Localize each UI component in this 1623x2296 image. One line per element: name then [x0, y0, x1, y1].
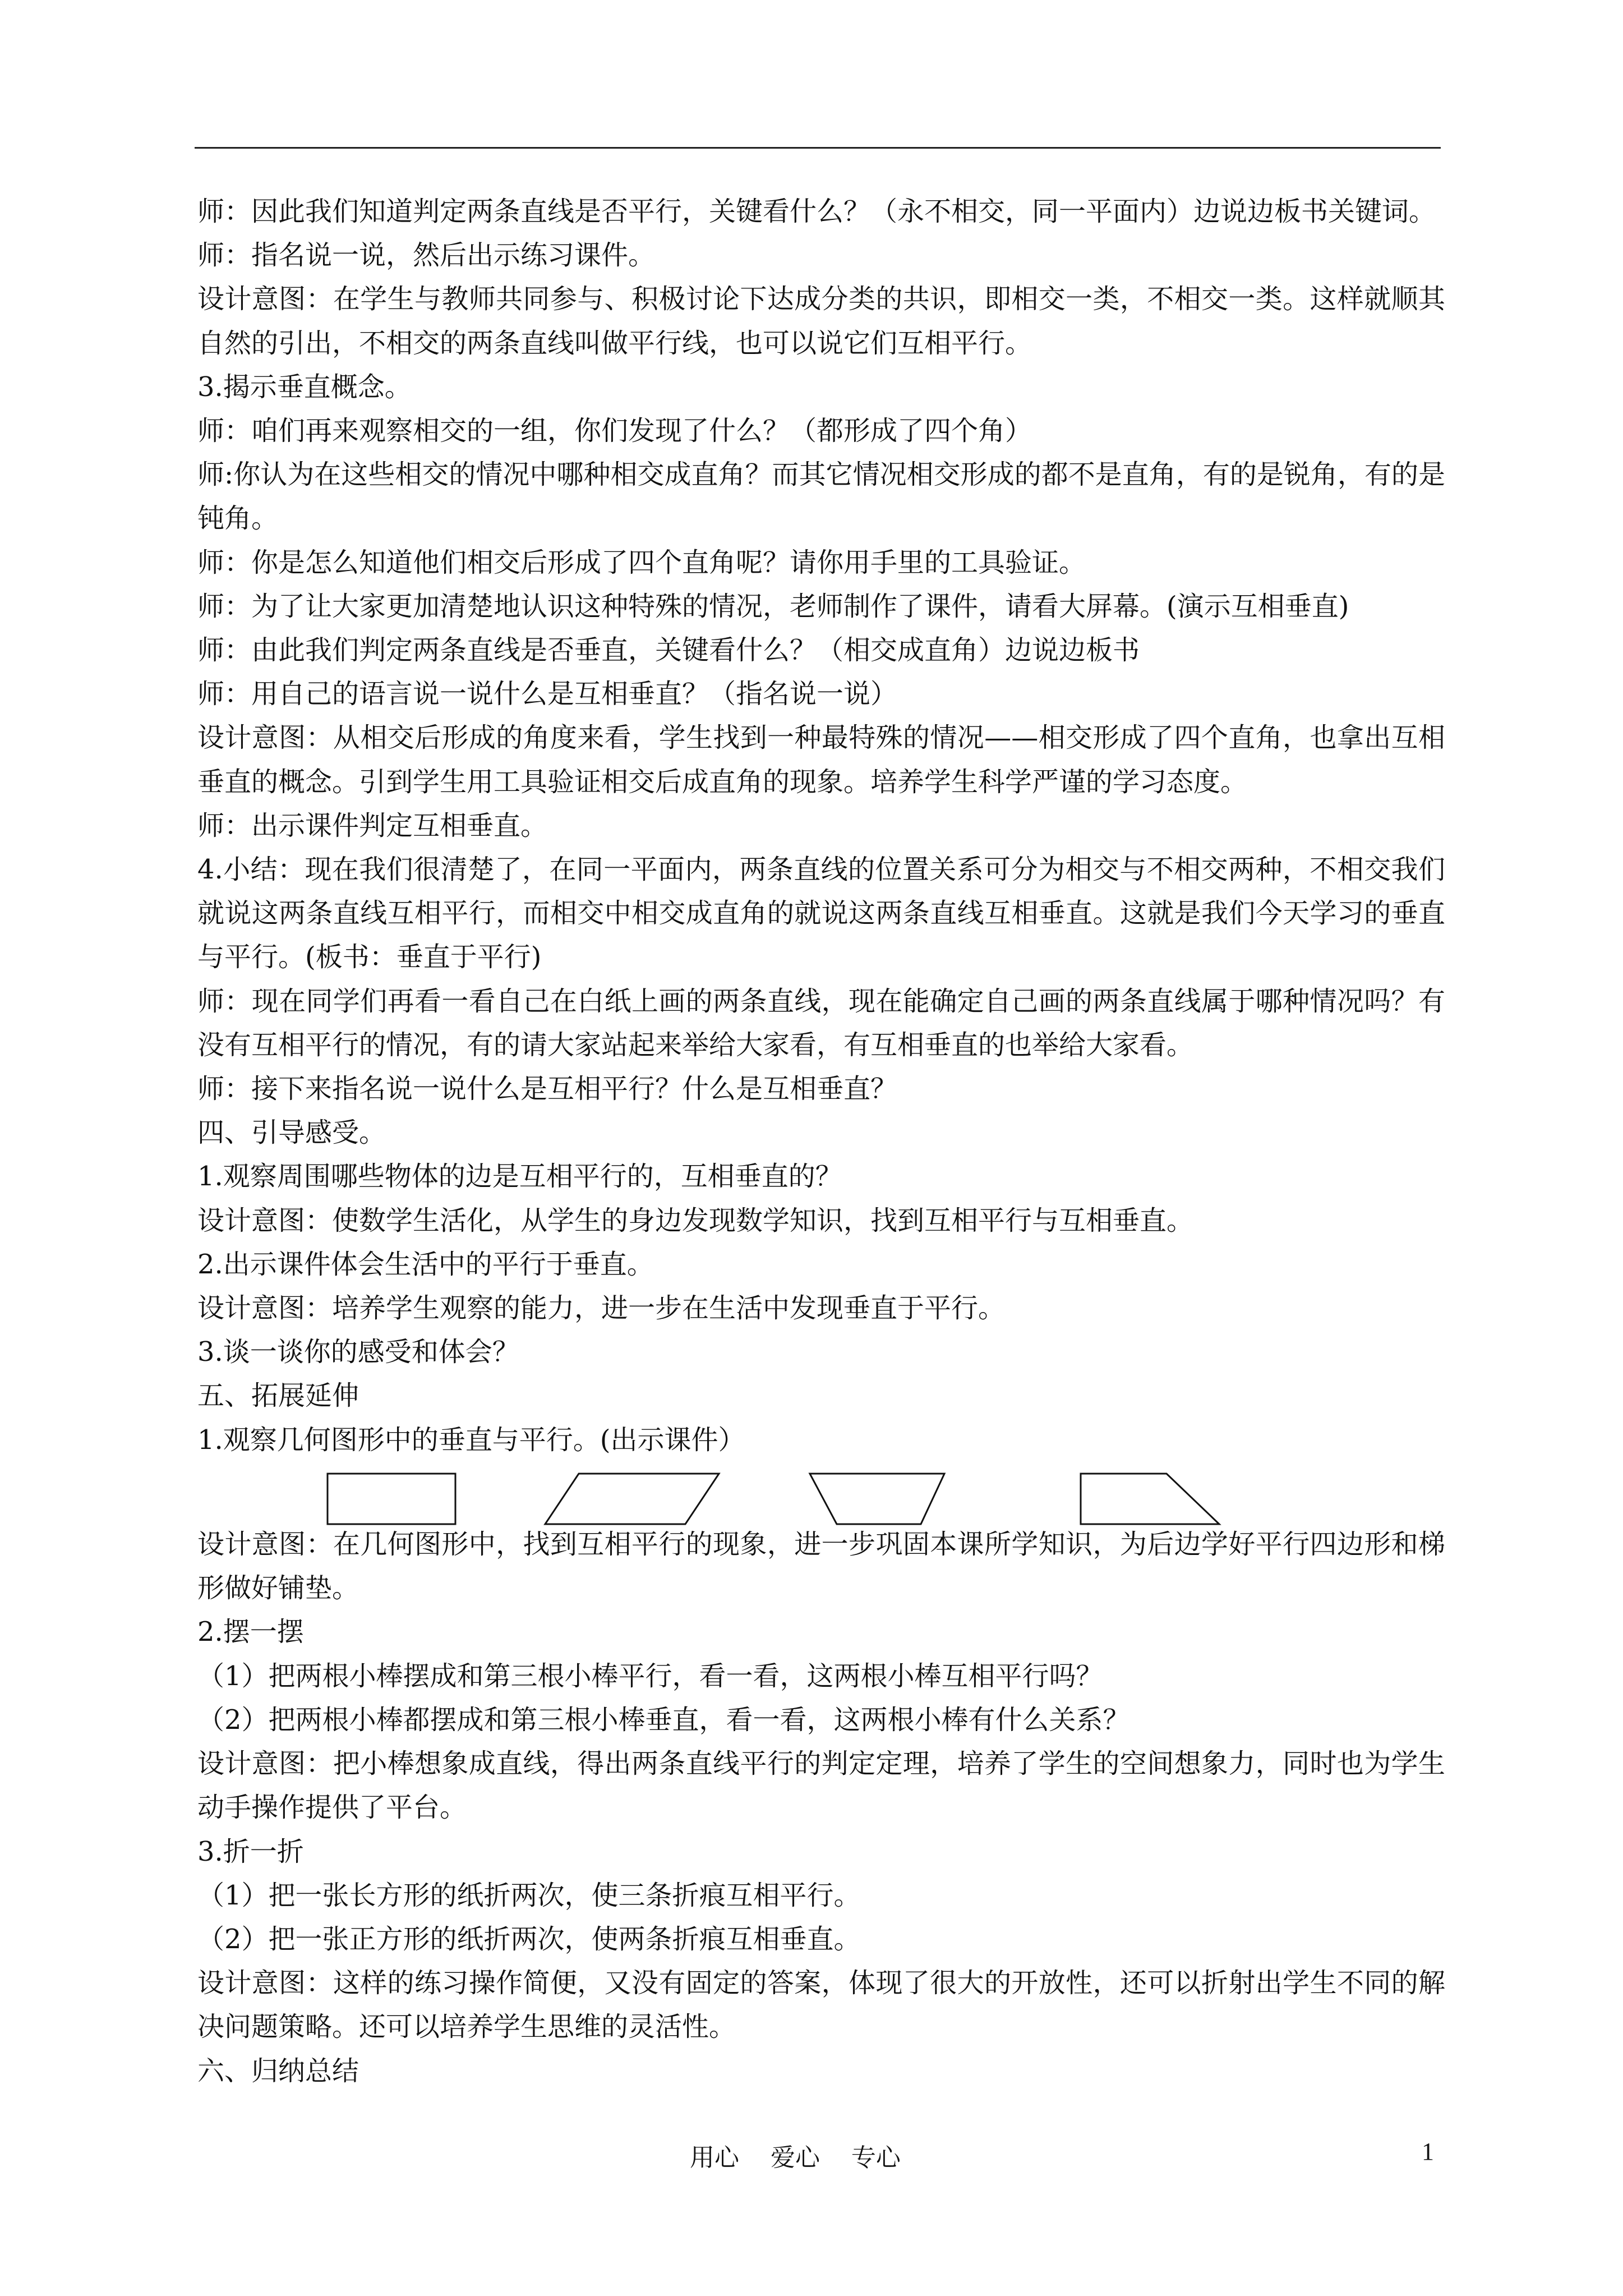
paragraph: 师：你是怎么知道他们相交后形成了四个直角呢？请你用手里的工具验证。: [197, 546, 1086, 578]
paragraph: 设计意图：在学生与教师共同参与、积极讨论下达成分类的共识，即相交一类，不相交一类。这样就顺其自然的引出，不相交的两条直线叫做平行线，也可以说它们互相平行。: [197, 283, 1445, 359]
paragraph: 师：用自己的语言说一说什么是互相垂直？（指名说一说）: [197, 678, 898, 710]
paragraph: 师：为了让大家更加清楚地认识这种特殊的情况，老师制作了课件，请看大屏幕。(演示互相垂直): [197, 590, 1349, 622]
paragraph: 设计意图：从相交后形成的角度来看，学生找到一种最特殊的情况——相交形成了四个直角，也拿出互相垂直的概念。引到学生用工具验证相交后成直角的现象。培养学生科学严谨的学习态度。: [197, 722, 1445, 798]
parallelogram-figure: [545, 1474, 719, 1524]
paragraph: 2.出示课件体会生活中的平行于垂直。: [197, 1248, 654, 1280]
geometry-figures-row: [197, 1462, 1445, 1506]
trapezoid-figure: [810, 1474, 944, 1524]
paragraph: 师：接下来指名说一说什么是互相平行？什么是互相垂直？: [197, 1073, 898, 1105]
paragraph: 师:你认为在这些相交的情况中哪种相交成直角？而其它情况相交形成的都不是直角，有的是锐角，有的是钝角。: [197, 459, 1445, 535]
page-number: 1: [1422, 2138, 1434, 2165]
paragraph: 1.观察周围哪些物体的边是互相平行的，互相垂直的？: [197, 1161, 842, 1193]
rectangle-figure: [328, 1474, 455, 1524]
paragraph: 设计意图：使数学生活化，从学生的身边发现数学知识，找到互相平行与互相垂直。: [197, 1204, 1194, 1236]
paragraph: 设计意图：把小棒想象成直线，得出两条直线平行的判定定理，培养了学生的空间想象力，同时也为学生动手操作提供了平台。: [197, 1748, 1445, 1824]
paragraph: 师：现在同学们再看一看自己在白纸上画的两条直线，现在能确定自己画的两条直线属于哪种情况吗？有没有互相平行的情况，有的请大家站起来举给大家看，有互相垂直的也举给大家看。: [197, 985, 1445, 1061]
geometry-figures: [197, 1472, 1445, 1534]
document-body: [197, 190, 1445, 2093]
header-rule: [195, 147, 1441, 149]
paragraph: （1）把两根小棒摆成和第三根小棒平行，看一看，这两根小棒互相平行吗？: [197, 1660, 1103, 1692]
paragraph: 师：指名说一说，然后出示练习课件。: [197, 240, 656, 272]
paragraph: 师：咱们再来观察相交的一组，你们发现了什么？（都形成了四个角）: [197, 415, 1032, 447]
paragraph: 3.揭示垂直概念。: [197, 371, 412, 403]
paragraph: （2）把一张正方形的纸折两次，使两条折痕互相垂直。: [197, 1923, 861, 1955]
paragraph: 师：因此我们知道判定两条直线是否平行，关键看什么？（永不相交，同一平面内）边说边板书关键词。: [197, 196, 1436, 227]
paragraph: 设计意图：培养学生观察的能力，进一步在生活中发现垂直于平行。: [197, 1292, 1006, 1324]
footer-motto: 用心 爱心 专心: [690, 2143, 901, 2172]
section-heading: 六、归纳总结: [197, 2055, 359, 2087]
paragraph: 3.折一折: [197, 1835, 304, 1867]
paragraph: 师：由此我们判定两条直线是否垂直，关键看什么？（相交成直角）边说边板书: [197, 634, 1140, 666]
paragraph: 4.小结：现在我们很清楚了，在同一平面内，两条直线的位置关系可分为相交与不相交两种，不相交我们就说这两条直线互相平行，而相交中相交成直角的就说这两条直线互相垂直。这就是我们今天学习的垂直与平行。(板书：垂直于平行): [197, 854, 1445, 973]
paragraph: （1）把一张长方形的纸折两次，使三条折痕互相平行。: [197, 1879, 861, 1911]
paragraph: 设计意图：在几何图形中，找到互相平行的现象，进一步巩固本课所学知识，为后边学好平行四边形和梯形做好铺垫。: [197, 1529, 1445, 1604]
paragraph: 设计意图：这样的练习操作简便，又没有固定的答案，体现了很大的开放性，还可以折射出学生不同的解决问题策略。还可以培养学生思维的灵活性。: [197, 1967, 1445, 2043]
right-trapezoid-figure: [1081, 1474, 1219, 1524]
section-heading: 五、拓展延伸: [197, 1380, 359, 1412]
section-heading: 四、引导感受。: [197, 1117, 386, 1149]
paragraph: 3.谈一谈你的感受和体会？: [197, 1336, 519, 1368]
paragraph: 师：出示课件判定互相垂直。: [197, 809, 548, 841]
paragraph: 1.观察几何图形中的垂直与平行。(出示课件）: [197, 1424, 745, 1456]
paragraph: （2）把两根小棒都摆成和第三根小棒垂直，看一看，这两根小棒有什么关系？: [197, 1704, 1130, 1736]
paragraph: 2.摆一摆: [197, 1616, 304, 1648]
